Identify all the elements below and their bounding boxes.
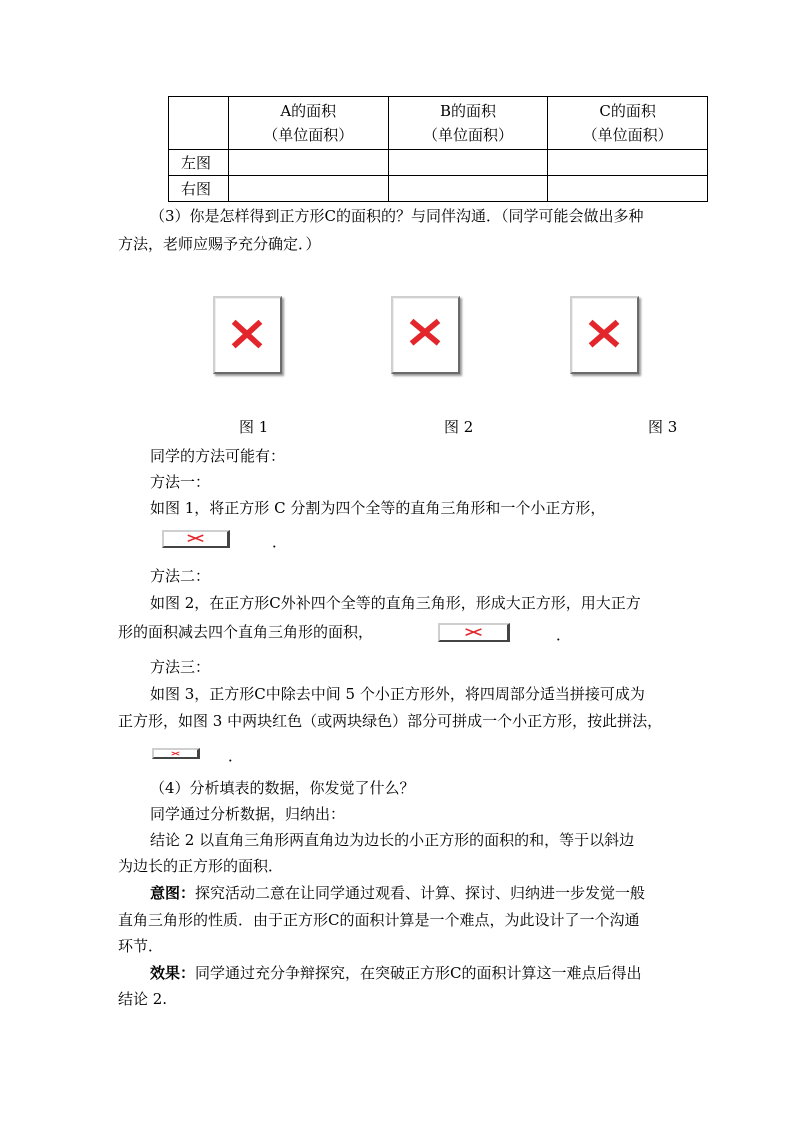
header-b-label: B的面积 <box>439 102 496 120</box>
cell-right-b <box>388 176 548 202</box>
cell-left-a <box>228 150 388 176</box>
method-1-formula-image <box>162 530 230 548</box>
intent-line2: 直角三角形的性质．由于正方形C的面积计算是一个难点，为此设计了一个沟通 <box>118 911 640 929</box>
method-3-title: 方法三： <box>150 658 211 676</box>
method-2-text-line2: 形的面积减去四个直角三角形的面积， <box>118 623 374 641</box>
figure-1-image <box>213 296 282 374</box>
intent-text1: 探究活动二意在让同学通过观看、计算、探讨、归纳进一步发觉一般 <box>195 884 646 902</box>
intent-colon: ： <box>180 884 196 902</box>
area-table <box>168 96 708 202</box>
figure-2-image <box>391 296 460 374</box>
broken-image-icon <box>164 532 227 546</box>
cell-left-c <box>548 150 708 176</box>
header-b <box>388 97 548 150</box>
broken-image-icon <box>393 298 458 372</box>
conclusion-2-line1: 结论 2 以直角三角形两直角边为边长的小正方形的面积的和，等于以斜边 <box>150 831 635 849</box>
figure-3-image <box>570 296 639 374</box>
header-a-label: A的面积 <box>280 102 337 120</box>
cell-right-a <box>228 176 388 202</box>
method-1-text: 如图 1，将正方形 C 分割为四个全等的直角三角形和一个小正方形， <box>150 499 606 517</box>
method-2-text-line1: 如图 2，在正方形C外补四个全等的直角三角形，形成大正方形，用大正方 <box>150 594 641 612</box>
method-3-period: ． <box>228 747 244 765</box>
header-c <box>548 97 708 150</box>
header-c-unit: （单位面积） <box>582 126 673 144</box>
effect-line2: 结论 2. <box>118 990 168 1008</box>
header-a <box>228 97 388 150</box>
cell-right-c <box>548 176 708 202</box>
method-3-formula-image <box>152 748 200 759</box>
intent-line1 <box>150 883 645 903</box>
question-3-line2: 方法，老师应赐予充分确定．） <box>118 235 321 253</box>
broken-image-icon <box>572 298 637 372</box>
method-3-text-line2: 正方形，如图 3 中两块红色（或两块绿色）部分可拼成一个小正方形，按此拼法， <box>118 712 663 730</box>
header-a-unit: （单位面积） <box>263 126 354 144</box>
cell-left-b <box>388 150 548 176</box>
methods-intro: 同学的方法可能有： <box>150 447 286 465</box>
row-label-right: 右图 <box>169 176 229 202</box>
broken-image-icon <box>154 750 197 757</box>
question-3-line1: （3）你是怎样得到正方形C的面积的？与同伴沟通．（同学可能会做出多种 <box>150 207 644 225</box>
table-corner-cell <box>169 97 229 150</box>
question-4: （4）分析填表的数据，你发觉了什么？ <box>150 779 415 797</box>
broken-image-icon <box>215 298 280 372</box>
effect-colon: ： <box>180 964 196 982</box>
header-b-unit: （单位面积） <box>422 126 513 144</box>
method-1-title: 方法一： <box>150 473 211 491</box>
question-4-answer: 同学通过分析数据，归纳出： <box>150 805 346 823</box>
table-row <box>169 176 708 202</box>
row-label-left: 左图 <box>169 150 229 176</box>
figure-1-caption: 图 1 <box>239 418 269 436</box>
figure-2-caption: 图 2 <box>444 418 474 436</box>
figure-3-caption: 图 3 <box>648 418 678 436</box>
conclusion-2-line2: 为边长的正方形的面积． <box>118 857 284 875</box>
method-1-period: ． <box>272 533 288 551</box>
effect-text1: 同学通过充分争辩探究，在突破正方形C的面积计算这一难点后得出 <box>195 964 642 982</box>
table-row <box>169 150 708 176</box>
effect-label: 效果 <box>150 964 181 982</box>
broken-image-icon <box>440 625 507 640</box>
intent-line3: 环节． <box>118 937 164 955</box>
intent-label: 意图 <box>150 884 181 902</box>
method-2-formula-image <box>438 623 510 642</box>
method-3-text-line1: 如图 3，正方形C中除去中间 5 个小正方形外，将四周部分适当拼接可成为 <box>150 685 645 703</box>
effect-line1 <box>150 963 642 983</box>
method-2-period: ． <box>556 626 572 644</box>
header-c-label: C的面积 <box>599 102 656 120</box>
method-2-title: 方法二： <box>150 567 211 585</box>
